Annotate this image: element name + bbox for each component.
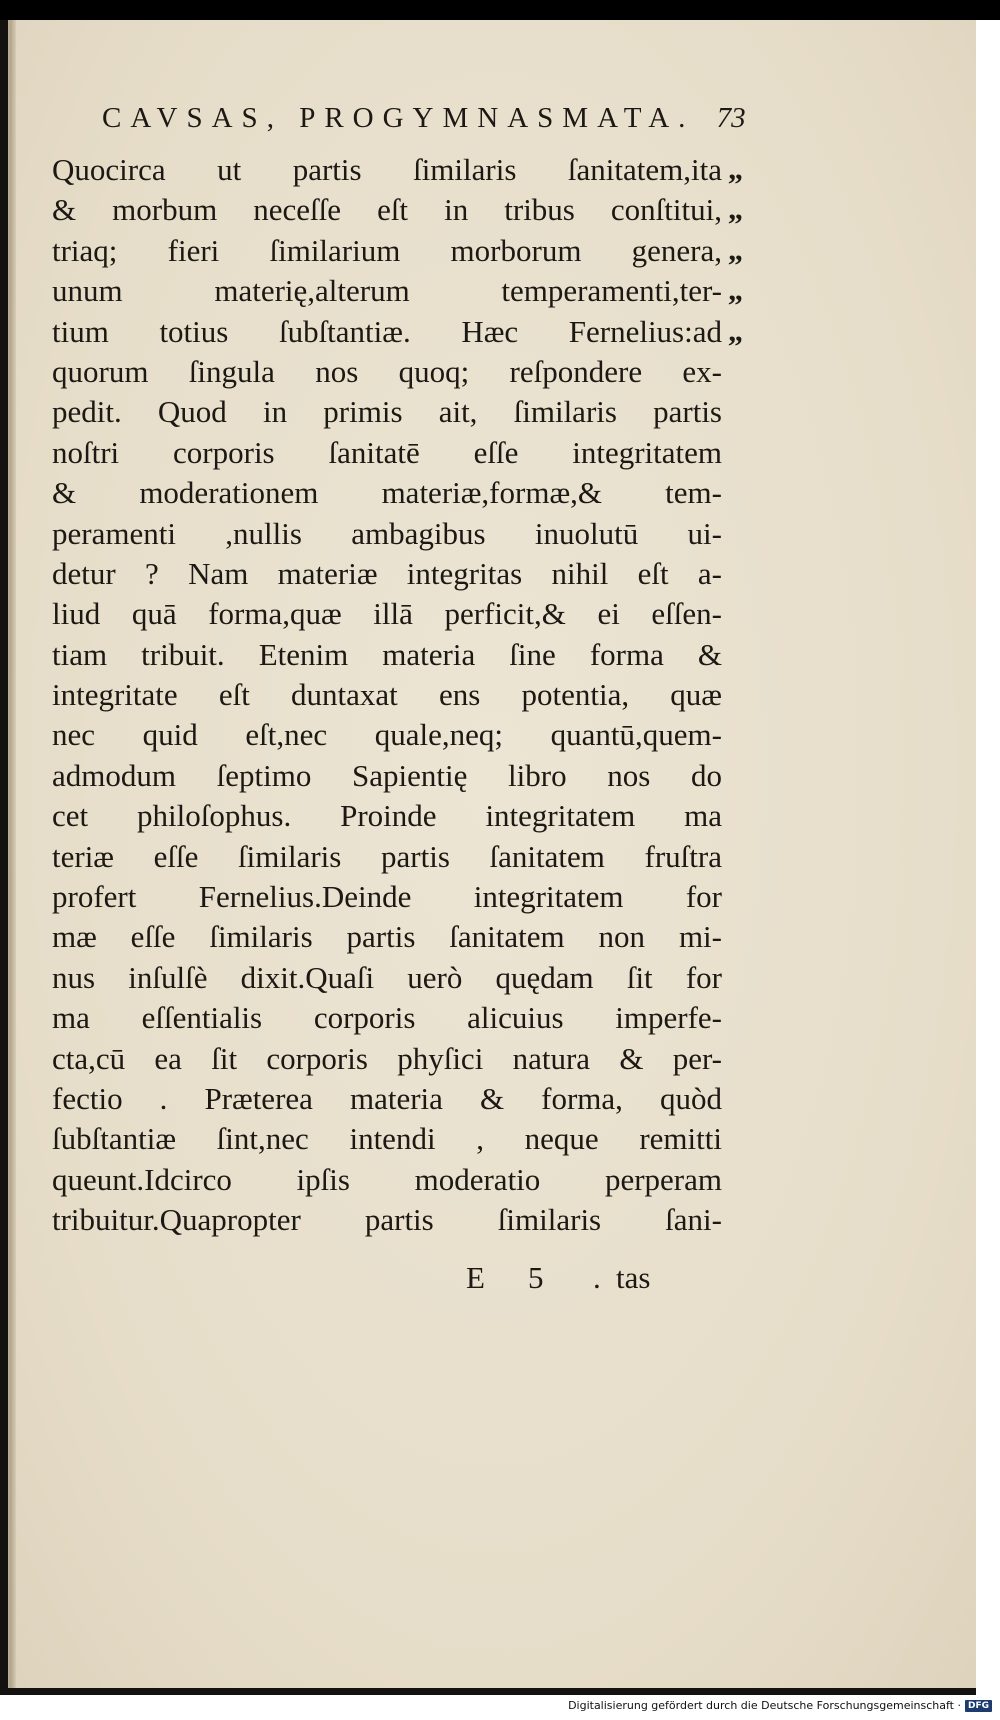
text-line: fectio . Præterea materia & forma, quòd bbox=[52, 1080, 722, 1116]
book-page bbox=[8, 20, 976, 1688]
page-number: 73 bbox=[716, 102, 746, 134]
text-line: tiam tribuit. Etenim materia ſine forma & bbox=[52, 636, 722, 672]
text-line: queunt.Idcirco ipſis moderatio perperam bbox=[52, 1161, 722, 1197]
signature-number: 5 bbox=[528, 1260, 544, 1295]
text-line: quorum ſingula nos quoq; reſpondere ex- bbox=[52, 353, 722, 389]
text-line: integritate eſt duntaxat ens potentia, quæ bbox=[52, 677, 722, 713]
text-line: admodum ſeptimo Sapientię libro nos do bbox=[52, 757, 722, 793]
margin-quote-mark: „ bbox=[728, 153, 743, 186]
text-line: tribuitur.Quapropter partis ſimilaris ſani- bbox=[52, 1202, 722, 1238]
dfg-logo: DFG bbox=[965, 1700, 992, 1712]
margin-quote-mark: „ bbox=[728, 274, 743, 308]
text-line: triaq; fieri ſimilarium morborum genera, bbox=[52, 232, 722, 268]
page-gutter-edge bbox=[10, 20, 16, 1688]
text-line: cet philoſophus. Proinde integritatem ma bbox=[52, 798, 722, 834]
margin-quote-marks bbox=[728, 150, 768, 352]
text-line: ſubſtantiæ ſint,nec intendi , neque remitti bbox=[52, 1121, 722, 1157]
text-line: teriæ eſſe ſimilaris partis ſanitatem fruſtra bbox=[52, 838, 722, 874]
digitization-credit bbox=[568, 1699, 992, 1712]
margin-quote-mark: „ bbox=[728, 314, 743, 348]
body-text bbox=[52, 150, 722, 1241]
text-line: nus inſulſè dixit.Quaſi uerò quędam ſit for bbox=[52, 959, 722, 995]
text-line: tium totius ſubſtantiæ. Hæc Fernelius:ad bbox=[52, 313, 722, 349]
text-line: ma eſſentialis corporis alicuius imperfe- bbox=[52, 1000, 722, 1036]
signature-letter: E bbox=[466, 1260, 485, 1295]
catchword: tas bbox=[616, 1260, 651, 1295]
text-line: noſtri corporis ſanitatē eſſe integritatem bbox=[52, 434, 722, 470]
text-line: unum materię,alterum temperamenti,ter- bbox=[52, 273, 722, 309]
text-line: pedit. Quod in primis ait, ſimilaris partis bbox=[52, 394, 722, 430]
text-line: Quocirca ut partis ſimilaris ſanitatem,ita bbox=[52, 152, 722, 187]
text-line: cta,cū ea ſit corporis phyſici natura & per- bbox=[52, 1040, 722, 1076]
text-line: mæ eſſe ſimilaris partis ſanitatem non mi- bbox=[52, 919, 722, 955]
credit-text: Digitalisierung gefördert durch die Deutsche Forschungsgemeinschaft · bbox=[568, 1699, 961, 1712]
running-head-title: CAVSAS, PROGYMNASMATA. bbox=[102, 102, 695, 134]
text-line: peramenti ,nullis ambagibus inuolutū ui- bbox=[52, 515, 722, 551]
running-head bbox=[102, 102, 746, 135]
margin-quote-mark: „ bbox=[728, 193, 743, 227]
text-line: detur ? Nam materiæ integritas nihil eſt a- bbox=[52, 555, 722, 591]
text-line: nec quid eſt,nec quale,neq; quantū,quem- bbox=[52, 717, 722, 753]
text-line: profert Fernelius.Deinde integritatem for bbox=[52, 879, 722, 915]
viewer-top-bar bbox=[0, 0, 1000, 20]
text-line: & moderationem materiæ,formæ,& tem- bbox=[52, 475, 722, 511]
catchline-dot: . bbox=[593, 1260, 601, 1295]
text-line: liud quā forma,quæ illā perficit,& ei eſſen- bbox=[52, 596, 722, 632]
margin-quote-mark: „ bbox=[728, 233, 743, 267]
text-line: & morbum neceſſe eſt in tribus conſtitui, bbox=[52, 192, 722, 228]
